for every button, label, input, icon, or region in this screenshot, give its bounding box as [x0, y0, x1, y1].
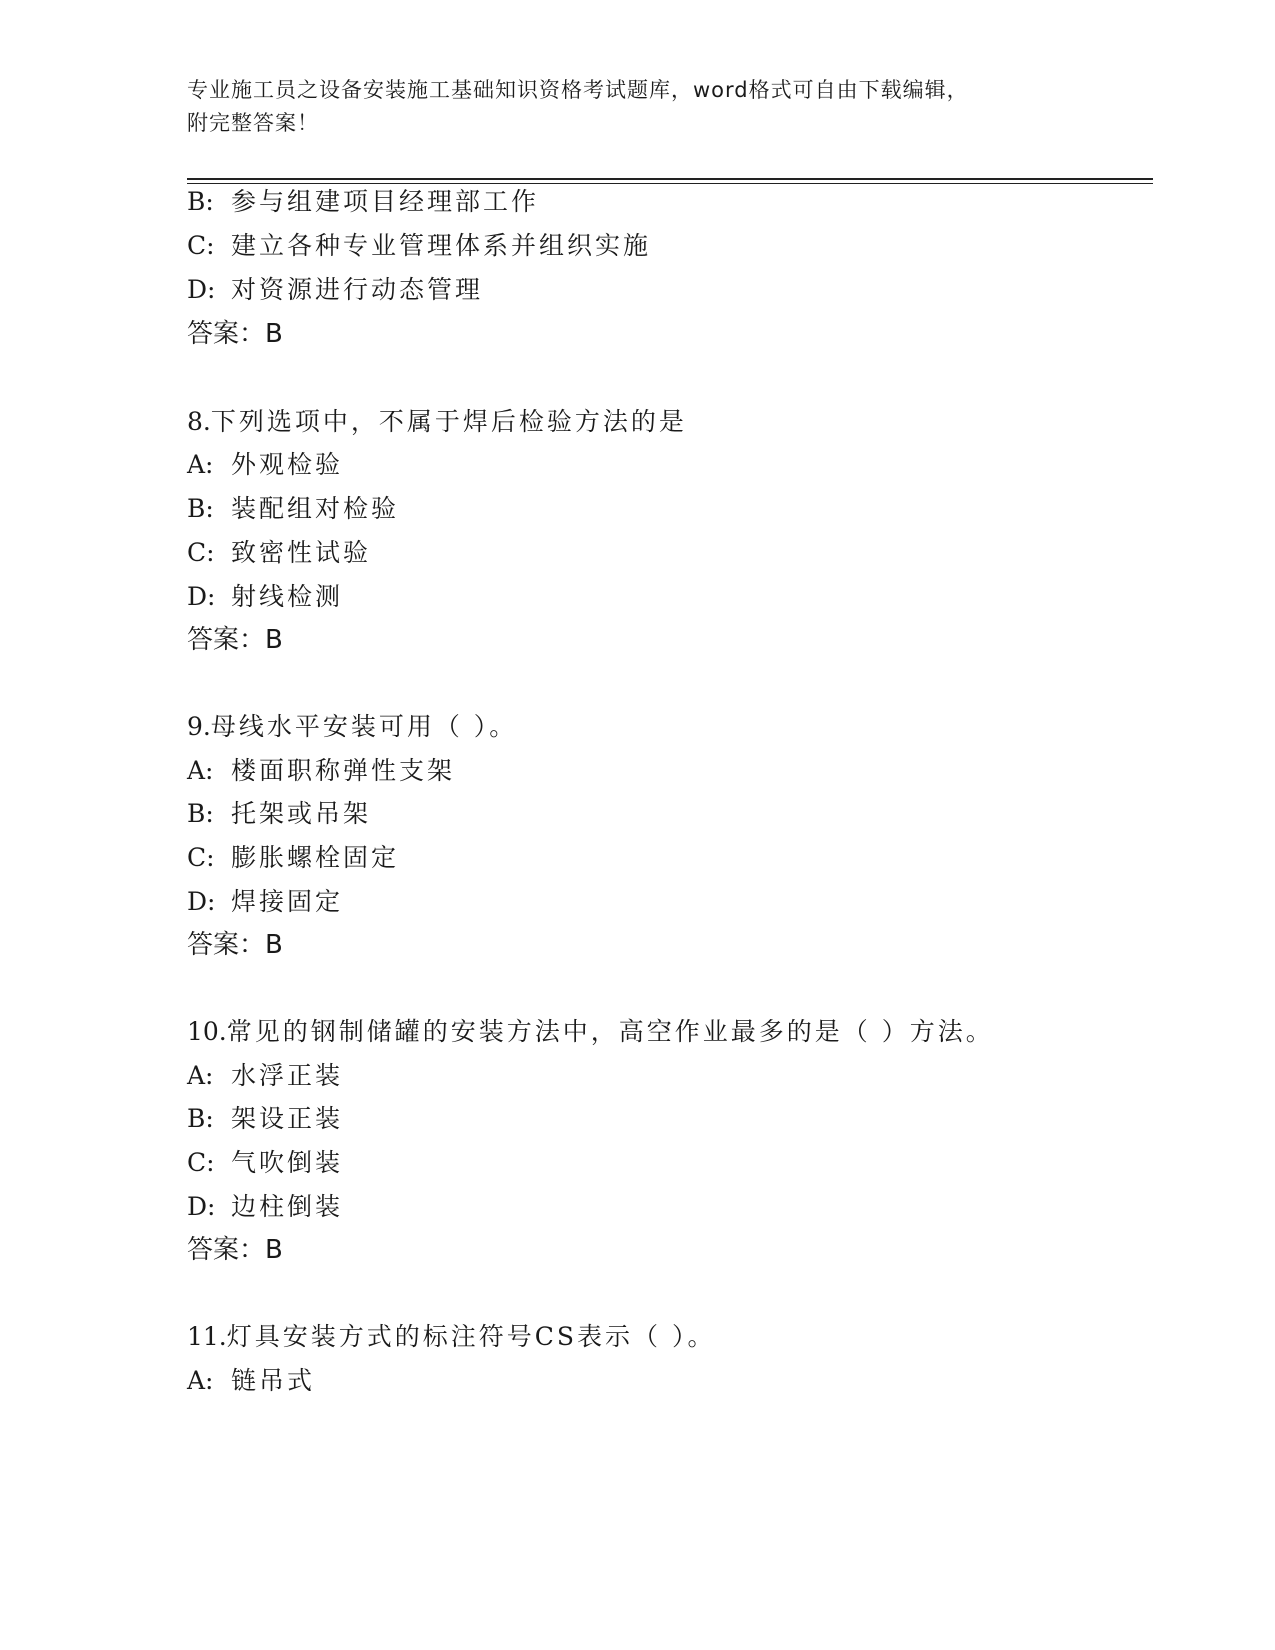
- question-text: 下列选项中，不属于焊后检验方法的是: [210, 407, 687, 436]
- option-text: 托架或吊架: [231, 799, 372, 828]
- option-letter: B:: [187, 187, 214, 216]
- question-text: 常见的钢制储罐的安装方法中，高空作业最多的是（ ）方法。: [226, 1017, 994, 1046]
- question-number: 10.: [187, 1017, 227, 1046]
- option-letter: A:: [187, 756, 214, 785]
- question-stem: [187, 1321, 715, 1353]
- question-number: 11.: [187, 1322, 227, 1351]
- option-text: 焊接固定: [231, 887, 344, 916]
- answer-line: 答案：B: [187, 319, 283, 349]
- header-divider-thin: [187, 183, 1153, 184]
- option-text: 参与组建项目经理部工作: [231, 187, 540, 216]
- option-text: 外观检验: [231, 450, 344, 479]
- option-text: 装配组对检验: [231, 494, 400, 523]
- option-text: 链吊式: [231, 1366, 316, 1395]
- option-letter: C:: [187, 538, 215, 567]
- header-divider-thick: [187, 178, 1153, 180]
- option-c: [187, 537, 371, 569]
- option-letter: A:: [187, 1061, 214, 1090]
- question-stem: [187, 711, 517, 743]
- option-text: 边柱倒装: [231, 1192, 344, 1221]
- option-d: [187, 581, 343, 613]
- option-a: [187, 755, 455, 787]
- question-text: 灯具安装方式的标注符号CS表示（ ）。: [226, 1322, 716, 1351]
- option-text: 气吹倒装: [231, 1148, 344, 1177]
- option-letter: D:: [187, 582, 216, 611]
- option-a: [187, 1060, 343, 1092]
- question-stem: [187, 406, 687, 438]
- option-letter: C:: [187, 843, 215, 872]
- header-line-1: 专业施工员之设备安装施工基础知识资格考试题库，word格式可自由下载编辑，: [187, 78, 969, 102]
- option-text: 楼面职称弹性支架: [231, 756, 456, 785]
- option-text: 射线检测: [231, 582, 344, 611]
- option-text: 对资源进行动态管理: [231, 275, 484, 304]
- option-text: 建立各种专业管理体系并组织实施: [231, 231, 652, 260]
- question-number: 9.: [187, 712, 211, 741]
- option-b: [187, 493, 399, 525]
- question-stem: [187, 1016, 994, 1048]
- option-letter: A:: [187, 450, 214, 479]
- answer-line: 答案：B: [187, 1235, 283, 1265]
- option-text: 致密性试验: [231, 538, 372, 567]
- option-b: [187, 1103, 343, 1135]
- option-letter: B:: [187, 799, 214, 828]
- option-a: [187, 1365, 315, 1397]
- header-line-2: 附完整答案！: [187, 111, 319, 135]
- option-letter: D:: [187, 887, 216, 916]
- option-letter: C:: [187, 231, 215, 260]
- option-text: 水浮正装: [231, 1061, 344, 1090]
- option-letter: C:: [187, 1148, 215, 1177]
- option-d: [187, 1191, 343, 1223]
- option-text: 架设正装: [231, 1104, 344, 1133]
- option-d: [187, 886, 343, 918]
- option-b: [187, 186, 539, 218]
- option-c: [187, 842, 399, 874]
- option-a: [187, 449, 343, 481]
- option-letter: B:: [187, 1104, 214, 1133]
- option-text: 膨胀螺栓固定: [231, 843, 400, 872]
- option-c: [187, 230, 651, 262]
- option-d: [187, 274, 483, 306]
- option-b: [187, 798, 371, 830]
- document-header: [187, 74, 1067, 140]
- question-number: 8.: [187, 407, 211, 436]
- answer-line: 答案：B: [187, 625, 283, 655]
- option-letter: D:: [187, 1192, 216, 1221]
- option-letter: D:: [187, 275, 216, 304]
- answer-line: 答案：B: [187, 930, 283, 960]
- option-c: [187, 1147, 343, 1179]
- option-letter: B:: [187, 494, 214, 523]
- question-text: 母线水平安装可用（ ）。: [210, 712, 518, 741]
- option-letter: A:: [187, 1366, 214, 1395]
